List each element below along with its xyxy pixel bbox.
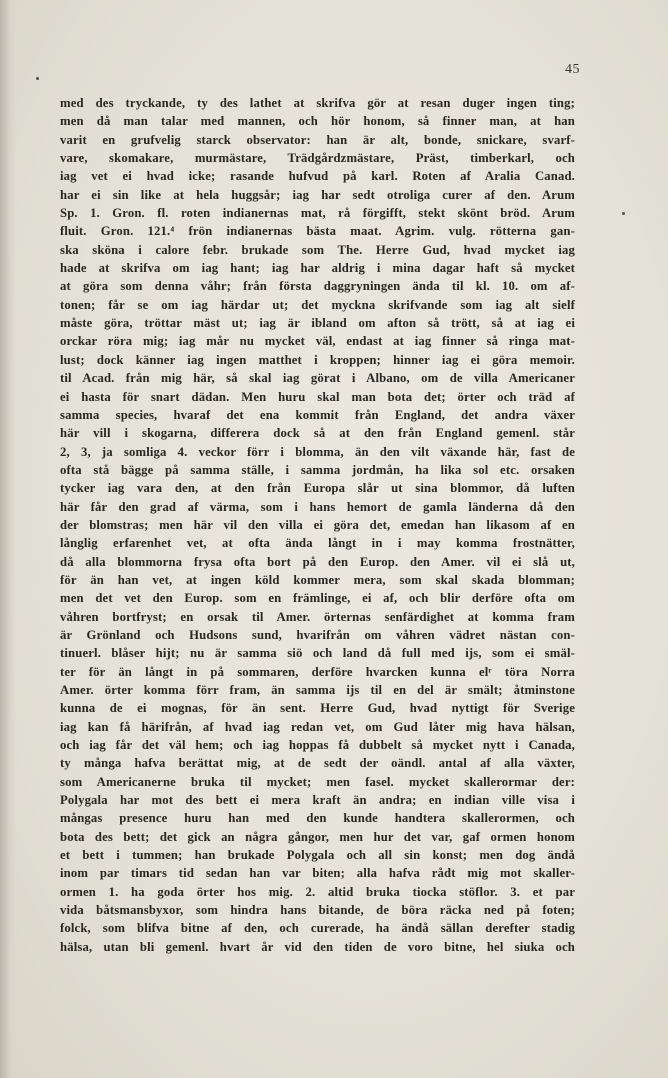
binding-gutter-shadow <box>0 0 16 1078</box>
text-line: tinuerl. blåser hijt; nu är samma siö och land då full med ijs, som ei smäl- <box>60 646 575 661</box>
text-line: måste göra, tröttar mäst ut; iag är ibland om afton så trött, så at iag ei <box>60 316 575 331</box>
text-line: kunna de ei mognas, för än sent. Herre Gud, hvad nyttigt för Sverige <box>60 701 575 716</box>
text-line: och iag får det väl hem; och iag hoppas få dubbelt så mycket nytt i Canada, <box>60 738 575 753</box>
text-line: med des tryckande, ty des lathet at skrifva gör at resan duger ingen ting; <box>60 96 575 110</box>
text-line: för än han vet, at ingen köld kommer mera, som skal skada blomman; <box>60 572 575 587</box>
text-line: Amer. örter komma förr fram, än samma ijs til en del är smält; åtminstone <box>60 683 575 697</box>
text-line: ska sköna i calore febr. brukade som The. Herre Gud, hvad mycket iag <box>60 242 575 257</box>
text-line: 2, 3, ja somliga 4. veckor förr i blomma, än den vilt växande här, fast de <box>60 444 575 459</box>
text-line: tonen; får se om iag härdar ut; det myckna skrifvande som iag alt sielf <box>60 297 575 312</box>
text-line: ty många hafva berättat mig, at de sedt der oändl. antal af alla växter, <box>60 756 575 771</box>
text-line: til Acad. från mig här, så skal iag görat i Albano, om de villa Americaner <box>60 371 575 386</box>
text-line: orckar röra mig; iag mår nu mycket väl, endast at iag finner så ringa mat- <box>60 334 575 349</box>
text-line: är Grönland och Hudsons sund, hvarifrån om våhren vädret nästan con- <box>60 627 575 642</box>
text-line: et bett i tummen; han brukade Polygala och all sin konst; men dog ändå <box>60 848 575 863</box>
text-line: vare, skomakare, murmästare, Trädgårdzmästare, Präst, timberkarl, och <box>60 151 575 166</box>
text-line: iag kan få härifrån, af hvad iag redan vet, om Gud låter mig hava hälsan, <box>60 719 575 734</box>
text-line: at göra som denna våhr; från första daggryningen ända til kl. 10. om af- <box>60 279 575 294</box>
text-line: här vill i skogarna, differera dock så at den från England gemenl. står <box>60 426 575 441</box>
text-line: ei hasta för snart dädan. Men huru skal man bota det; örter och träd af <box>60 389 575 404</box>
text-line: våhren bortfryst; en orsak til Amer. örternas senfärdighet at komma fram <box>60 609 575 624</box>
body-text <box>60 94 575 956</box>
text-line: tycker iag vara den, at den från Europa slår ut sina blommor, då luften <box>60 481 575 496</box>
text-line: har ei sin like at hela huggsår; iag har sedt otroliga curer af den. Arum <box>60 187 575 202</box>
text-line: inom par timars tid sedan han var biten; alla hafva rådt mig mot skaller- <box>60 866 575 881</box>
text-line: vida båtsmansbyxor, som hindra hans bitande, de böra räcka ned på foten; <box>60 903 575 918</box>
text-line: lust; dock känner iag ingen matthet i kroppen; hinner iag ei göra memoir. <box>60 352 575 367</box>
text-line: men det vet den Europ. som en främlinge, ei af, och blir derföre ofta om <box>60 591 575 606</box>
ink-speck <box>36 77 39 80</box>
text-line: som Americanerne bruka til mycket; men fasel. mycket skallerormar der: <box>60 774 575 789</box>
text-line: samma species, hvaraf det ena kommit från England, det andra växer <box>60 407 575 422</box>
text-line: ormen 1. ha goda örter hos mig. 2. altid bruka tiocka stöflor. 3. et par <box>60 884 575 899</box>
text-line: der blomstras; men här vil den villa ei göra det, emedan han likasom af en <box>60 517 575 532</box>
text-line: mångas presence huru han med den kunde handtera skallerormen, och <box>60 811 575 826</box>
text-line: iag vet ei hvad icke; rasande hufvud på karl. Roten af Aralia Canad. <box>60 169 575 184</box>
text-line: varit en grufvelig starck observator: han är alt, bonde, snickare, svarf- <box>60 132 575 147</box>
text-line: hälsa, utan bli gemenl. hvart år vid den tiden de voro bitne, hel siuka och <box>60 939 575 954</box>
text-line: fluit. Gron. 121.⁴ frön indianernas bästa maat. Agrim. vulg. rötterna gan- <box>60 224 575 239</box>
text-line: folck, som blifva bitne af den, och curerade, ha ändå sällan derefter stadig <box>60 921 575 936</box>
text-line: Sp. 1. Gron. fl. roten indianernas mat, rå förgifft, stekt skönt bröd. Arum <box>60 206 575 221</box>
text-line: ofta stå bägge på samma ställe, i samma jordmån, ha lika sol etc. orsaken <box>60 462 575 477</box>
text-line: bota des bett; det gick an några gångor, men hur det var, gaf ormen honom <box>60 829 575 844</box>
text-line: men då man talar med mannen, och hör honom, så finner man, at han <box>60 114 575 129</box>
text-line: hade at skrifva om iag hant; iag har aldrig i mina dagar haft så mycket <box>60 261 575 276</box>
text-line: ter för än långt in på sommaren, derföre hvarcken kunna elʳ töra Norra <box>60 664 575 679</box>
text-line: då alla blommorna frysa ofta bort på den Europ. den Amer. vil ei slå ut, <box>60 554 575 569</box>
text-line: Polygala har mot des bett ei mera kraft än andra; en indian ville visa i <box>60 793 575 808</box>
text-line: långlig erfarenhet vet, at ofta ända långt in i may komma frostnätter, <box>60 536 575 551</box>
page-number: 45 <box>565 62 580 77</box>
ink-speck <box>622 212 625 215</box>
text-line: här får den grad af värma, som i hans hemort de gamla länderna då den <box>60 499 575 514</box>
